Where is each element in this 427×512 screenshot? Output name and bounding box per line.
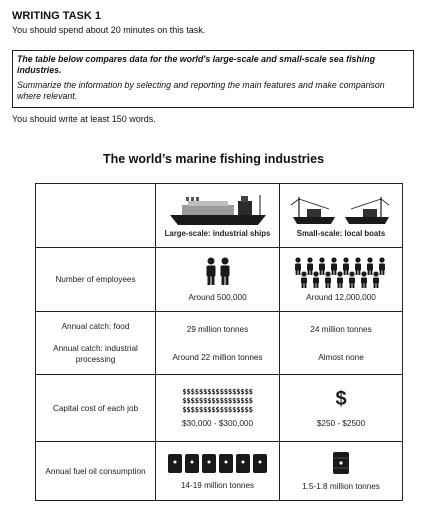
dollar-signs-line-2: $$$$$$$$$$$$$$$$$ (182, 396, 253, 405)
capital-label-cell (36, 375, 156, 442)
catch-label-cell (36, 312, 156, 375)
task-header (12, 10, 416, 36)
large-scale-header (156, 184, 280, 248)
employees-large-cell (156, 248, 280, 312)
task-title: WRITING TASK 1 (12, 10, 102, 22)
person-icon (203, 256, 233, 286)
fuel-label-cell (36, 442, 156, 501)
capital-large-value: $30,000 - $300,000 (181, 419, 254, 428)
boat-icon (289, 193, 393, 227)
person-icon (292, 256, 390, 288)
fuel-large-value: 14-19 million tonnes (180, 480, 255, 490)
capital-large-cell (156, 375, 280, 442)
catch-industrial-label: Annual catch: industrial processing (53, 344, 138, 365)
word-count-note: You should write at least 150 words. (12, 114, 156, 124)
fuel-large-cell (156, 442, 280, 501)
employees-small-value: Around 12,000,000 (306, 293, 376, 302)
fuel-small-value: 1.5-1.8 million tonnes (302, 481, 380, 491)
prompt-instruction: Summarize the information by selecting and reporting the main features and make comparison where relevant. (17, 80, 385, 101)
capital-label: Capital cost of each job (52, 403, 139, 413)
employees-row (36, 248, 403, 312)
table-title: The world’s marine fishing industries (102, 152, 325, 166)
capital-small-value: $250 - $2500 (316, 418, 366, 428)
time-note: You should spend about 20 minutes on this task. (12, 25, 206, 35)
catch-row (36, 312, 403, 375)
dollar-signs-line-1: $$$$$$$$$$$$$$$$$ (182, 387, 253, 396)
catch-large-cell (156, 312, 280, 375)
employees-small-cell (280, 248, 403, 312)
catch-small-industrial: Almost none (318, 352, 364, 362)
fuel-row (36, 442, 403, 501)
catch-large-industrial: Around 22 million tonnes (172, 352, 263, 362)
catch-large-food: 29 million tonnes (186, 324, 249, 334)
table-header-row (36, 184, 403, 248)
fishing-table (35, 183, 403, 501)
small-scale-header (280, 184, 403, 248)
catch-small-cell (280, 312, 403, 375)
oil-barrel-icon (331, 451, 351, 475)
small-scale-label: Small-scale: local boats (296, 229, 386, 238)
ship-icon (168, 193, 268, 227)
employees-label-cell (36, 248, 156, 312)
fuel-label: Annual fuel oil consumption (45, 466, 146, 476)
dollar-icon: $ (335, 387, 347, 410)
empty-corner-cell (36, 184, 156, 248)
catch-food-label: Annual catch: food (61, 321, 130, 331)
dollar-signs-line-3: $$$$$$$$$$$$$$$$$ (182, 405, 253, 414)
employees-large-value: Around 500,000 (188, 293, 247, 302)
prompt-description: The table below compares data for the world's large-scale and small-scale sea fishing industries. (17, 54, 375, 75)
prompt-box (12, 50, 414, 108)
capital-row (36, 375, 403, 442)
employees-label: Number of employees (55, 275, 136, 284)
large-scale-label: Large-scale: industrial ships (164, 229, 271, 238)
catch-small-food: 24 million tonnes (310, 324, 372, 334)
oil-barrel-icon (166, 452, 270, 474)
capital-small-cell (280, 375, 403, 442)
fuel-small-cell (280, 442, 403, 501)
